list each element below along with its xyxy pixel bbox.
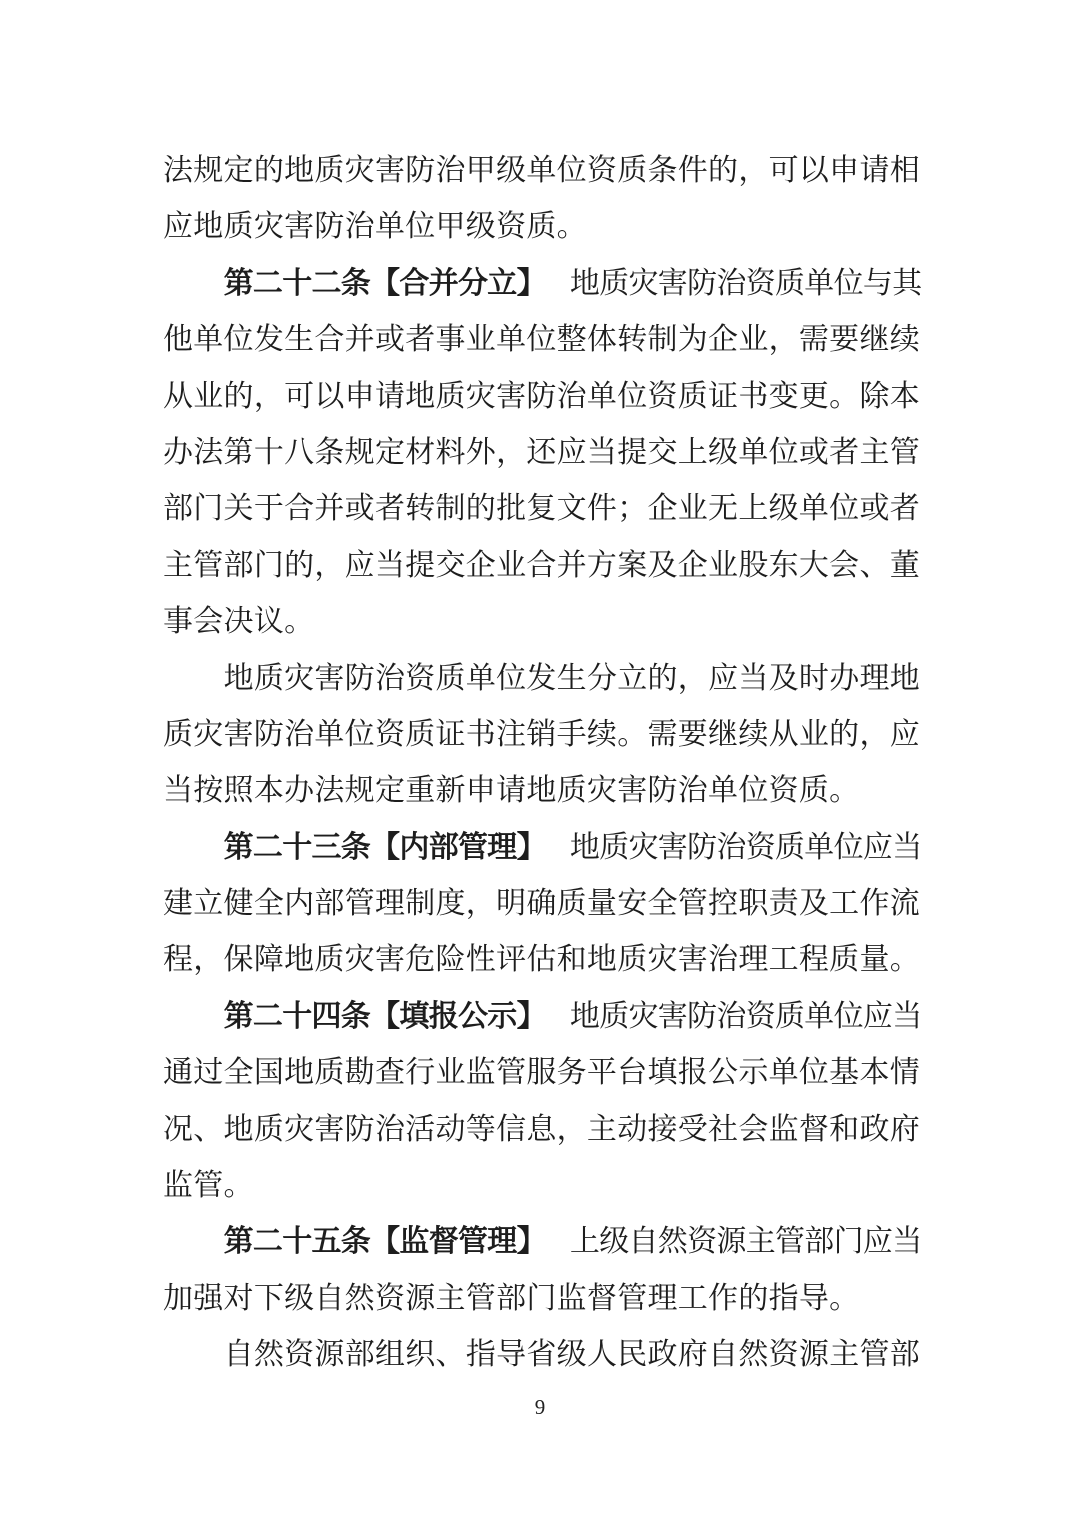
text-line: [163, 707, 921, 763]
line-text: 地质灾害防治资质单位发生分立的，应当及时办理地: [223, 661, 921, 695]
text-line: [163, 1045, 921, 1101]
line-text: 地质灾害防治资质单位应当: [569, 830, 922, 864]
text-line: [163, 1271, 921, 1327]
line-text: 程，保障地质灾害危险性评估和地质灾害治理工程质量。: [163, 943, 920, 977]
text-line: [163, 1327, 921, 1383]
line-text: 部门关于合并或者转制的批复文件；企业无上级单位或者: [163, 492, 920, 526]
article-heading-line: [163, 1214, 921, 1270]
text-line: [163, 1102, 921, 1158]
text-line: [163, 932, 921, 988]
article-number-label: 第二十二条【合并分立】: [223, 266, 546, 300]
text-line: [163, 651, 921, 707]
line-text: 通过全国地质勘查行业监管服务平台填报公示单位基本情: [163, 1056, 920, 1090]
text-line: [163, 369, 921, 425]
text-line: [163, 538, 921, 594]
line-text: 他单位发生合并或者事业单位整体转制为企业，需要继续: [163, 323, 920, 357]
line-text: 监管。: [163, 1169, 254, 1203]
text-line: [163, 1158, 921, 1214]
article-heading-line: [163, 256, 921, 312]
line-text: 加强对下级自然资源主管部门监督管理工作的指导。: [163, 1281, 860, 1315]
text-line: [163, 594, 921, 650]
article-number-label: 第二十五条【监督管理】: [223, 1225, 546, 1259]
line-text: 应地质灾害防治单位甲级资质。: [163, 210, 587, 244]
text-line: [163, 143, 921, 199]
text-line: [163, 481, 921, 537]
article-number-label: 第二十三条【内部管理】: [223, 830, 546, 864]
line-text: 法规定的地质灾害防治甲级单位资质条件的，可以申请相: [163, 154, 920, 187]
text-line: [163, 312, 921, 368]
text-line: [163, 763, 921, 819]
line-text: 地质灾害防治资质单位应当: [569, 999, 922, 1033]
line-text: 质灾害防治单位资质证书注销手续。需要继续从业的，应: [163, 717, 920, 751]
line-text: 从业的，可以申请地质灾害防治单位资质证书变更。除本: [163, 379, 920, 413]
article-number-label: 第二十四条【填报公示】: [223, 999, 546, 1033]
text-line: [163, 876, 921, 932]
document-lines: [163, 143, 921, 1384]
text-line: [163, 199, 921, 255]
line-text: 事会决议。: [163, 605, 315, 639]
page-number: 9: [534, 1395, 546, 1419]
article-heading-line: [163, 820, 921, 876]
line-text: 办法第十八条规定材料外，还应当提交上级单位或者主管: [163, 435, 920, 469]
line-text: 自然资源部组织、指导省级人民政府自然资源主管部: [223, 1338, 921, 1372]
article-heading-line: [163, 989, 921, 1045]
text-line: [163, 425, 921, 481]
line-text: 建立健全内部管理制度，明确质量安全管控职责及工作流: [163, 887, 920, 921]
line-text: 地质灾害防治资质单位与其: [569, 266, 922, 300]
line-text: 当按照本办法规定重新申请地质灾害防治单位资质。: [163, 774, 860, 808]
line-text: 主管部门的，应当提交企业合并方案及企业股东大会、董: [163, 548, 920, 582]
line-text: 况、地质灾害防治活动等信息，主动接受社会监督和政府: [163, 1112, 920, 1146]
line-text: 上级自然资源主管部门应当: [569, 1225, 922, 1259]
